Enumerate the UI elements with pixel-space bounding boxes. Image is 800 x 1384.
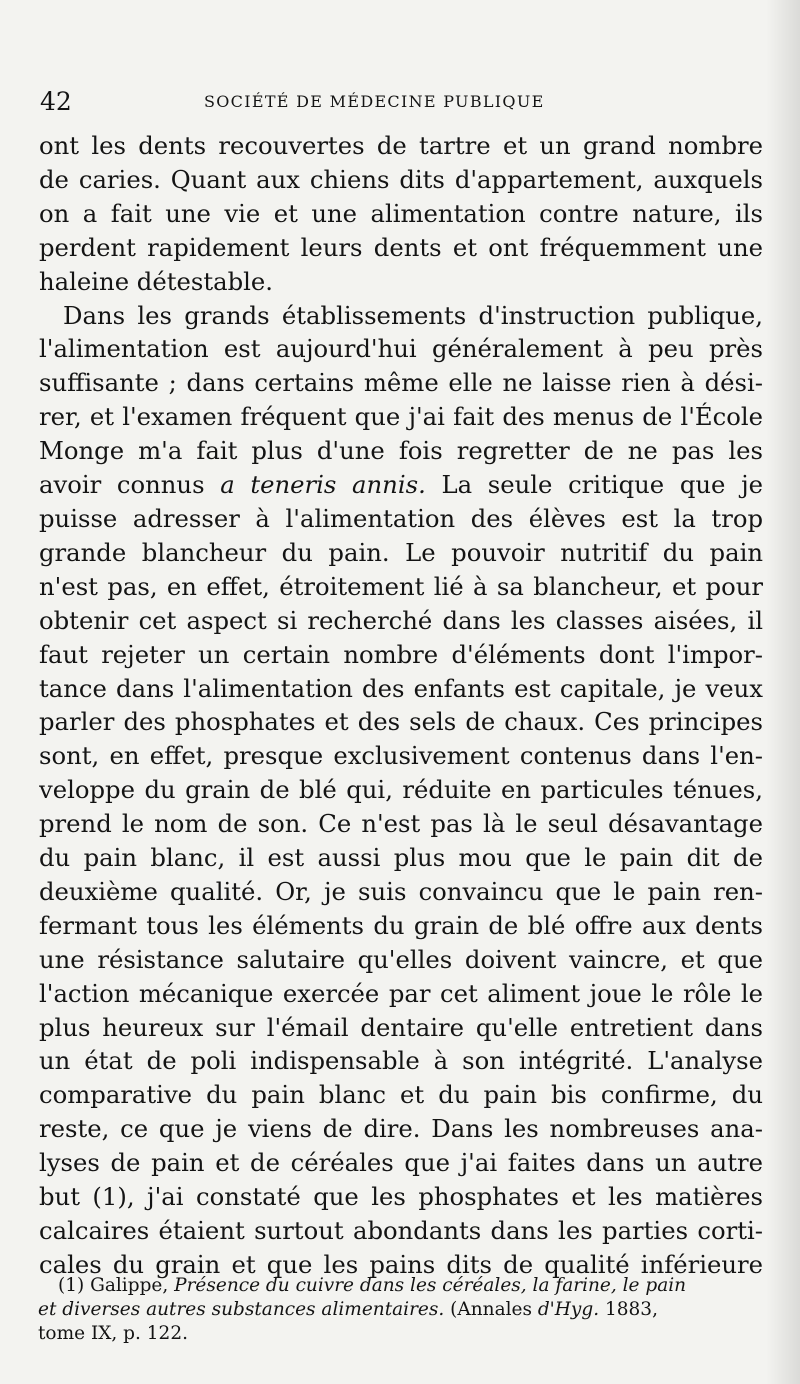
- text-line: parler des phosphates et des sels de chaux. Ces principes: [39, 707, 763, 737]
- text-line: n'est pas, en effet, étroitement lié à sa blancheur, et pour: [39, 571, 763, 601]
- text-line: plus heureux sur l'émail dentaire qu'elle entretient dans: [39, 1012, 763, 1042]
- running-head: [40, 88, 600, 116]
- text-line: obtenir cet aspect si recherché dans les classes aisées, il: [39, 605, 763, 635]
- text-line: du pain blanc, il est aussi plus mou que le pain dit de: [39, 843, 763, 873]
- footnote-year: 1883,: [604, 1299, 658, 1320]
- text-line: comparative du pain blanc et du pain bis confirme, du: [39, 1080, 763, 1110]
- running-title: SOCIÉTÉ DE MÉDECINE PUBLIQUE: [204, 92, 545, 111]
- footnote-title-cont: et diverses autres substances alimentaires.: [38, 1299, 445, 1320]
- text-line: Monge m'a fait plus d'une fois regretter de ne pas les: [39, 436, 763, 466]
- text-line: ont les dents recouvertes de tartre et un grand nombre: [39, 131, 763, 160]
- italic-phrase: a teneris annis.: [220, 470, 426, 500]
- footnote-marker: (1) Galippe,: [58, 1275, 169, 1296]
- text-line: cales du grain et que les pains dits de qualité inférieure: [39, 1249, 763, 1279]
- footnote-journal-abbr: d'Hyg.: [537, 1299, 600, 1320]
- text-line: une résistance salutaire qu'elles doivent vaincre, et que: [39, 944, 763, 974]
- text-line: l'alimentation est aujourd'hui généralement à peu près: [39, 334, 763, 364]
- text-line: on a fait une vie et une alimentation contre nature, ils: [39, 198, 763, 228]
- text-segment: avoir connus: [39, 470, 205, 500]
- text-line-with-italic: [39, 468, 763, 502]
- footnote-journal: (Annales: [450, 1299, 532, 1320]
- text-line: suffisante ; dans certains même elle ne laisse rien à dési-: [39, 368, 763, 398]
- text-line: prend le nom de son. Ce n'est pas là le seul désavantage: [39, 809, 763, 839]
- text-line: but (1), j'ai constaté que les phosphates et les matières: [39, 1182, 763, 1212]
- text-line: perdent rapidement leurs dents et ont fréquemment une: [39, 232, 763, 262]
- text-line: un état de poli indispensable à son intégrité. L'analyse: [39, 1046, 763, 1076]
- text-line: rer, et l'examen fréquent que j'ai fait des menus de l'École: [39, 402, 763, 432]
- text-line: faut rejeter un certain nombre d'éléments dont l'impor-: [39, 639, 763, 669]
- text-line: tance dans l'alimentation des enfants est capitale, je veux: [39, 673, 763, 703]
- text-segment: La seule critique que je: [441, 470, 763, 500]
- text-line: l'action mécanique exercée par cet aliment joue le rôle le: [39, 978, 763, 1008]
- text-line: deuxième qualité. Or, je suis convaincu que le pain ren-: [39, 876, 763, 906]
- text-line: puisse adresser à l'alimentation des élèves est la trop: [39, 503, 763, 533]
- text-line: de caries. Quant aux chiens dits d'appartement, auxquels: [39, 164, 763, 194]
- text-line: veloppe du grain de blé qui, réduite en particules ténues,: [39, 775, 763, 805]
- text-line: sont, en effet, presque exclusivement contenus dans l'en-: [39, 741, 763, 771]
- page-number: 42: [40, 87, 72, 116]
- page-edge-shadow: [766, 0, 800, 1384]
- footnote-line: [58, 1274, 763, 1298]
- text-line: fermant tous les éléments du grain de blé offre aux dents: [39, 910, 763, 940]
- text-line: reste, ce que je viens de dire. Dans les nombreuses ana-: [39, 1114, 763, 1144]
- paragraph-start-line: Dans les grands établissements d'instruction publique,: [63, 300, 763, 330]
- footnote: [38, 1274, 763, 1346]
- text-line: calcaires étaient surtout abondants dans les parties corti-: [39, 1216, 763, 1245]
- body-text: [39, 129, 763, 1282]
- text-line: grande blancheur du pain. Le pouvoir nutritif du pain: [39, 537, 763, 567]
- text-line: haleine détestable.: [39, 266, 274, 296]
- footnote-title: Présence du cuivre dans les céréales, la farine, le pain: [174, 1275, 687, 1296]
- footnote-reference: tome IX, p. 122.: [38, 1323, 188, 1344]
- footnote-line: [38, 1322, 763, 1346]
- text-line: lyses de pain et de céréales que j'ai faites dans un autre: [39, 1148, 763, 1178]
- footnote-line: [38, 1298, 763, 1322]
